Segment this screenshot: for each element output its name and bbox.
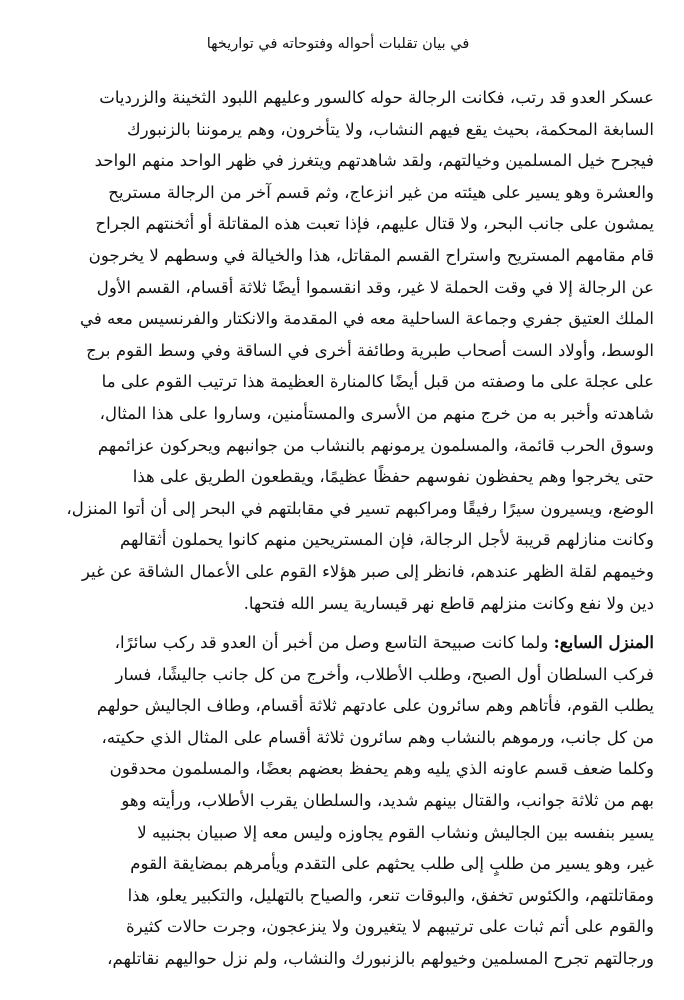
text-line-rest: ولما كانت صبيحة التاسع وصل من أخبر أن العدو قد ركب سائرًا، — [114, 633, 549, 653]
text-line: عن الرجالة إلا في وقت الحملة لا غير، وقد انقسموا أيضًا ثلاثة أقسام، القسم الأول — [96, 277, 654, 297]
text-line: الوضع، ويسيرون سيرًا رفيقًا ومراكبهم تسير في مقابلتهم في البحر إلى أن أتوا المنزل، — [66, 498, 654, 518]
text-line: على عجلة على ما وصفته من قبل أيضًا كالمنارة العظيمة هذا ترتيب القوم على ما — [101, 372, 654, 392]
text-line: شاهدته وأخبر به من خرج منهم من الأسرى والمستأمنين، وساروا على هذا المثال، — [99, 403, 654, 423]
text-line: السابغة المحكمة، بحيث يقع فيهم النشاب، ولا يتأخرون، وهم يرموننا بالزنبورك — [126, 119, 654, 139]
text-line — [22, 627, 654, 659]
text-line: من كل جانب، ورموهم بالنشاب وهم سائرون ثلاثة أقسام على المثال الذي حكيته، — [101, 727, 654, 747]
text-line: والعشرة وهو يسير على هيئته من غير انزعاج، وثم قسم آخر من الرجالة مستريح — [108, 182, 654, 202]
text-line: يسير بنفسه بين الجاليش ونشاب القوم يجاوزه وليس معه إلا صبيان بجنبيه لا — [137, 822, 654, 842]
text-line: حتى يخرجوا وهم يحفظون نفوسهم حفظًا عظيمًا، ويقطعون الطريق على هذا — [132, 467, 654, 487]
text-line: يطلب القوم، فأتاهم وهم سائرون على عادتهم ثلاثة أقسام، وطاف الجاليش حولهم — [96, 696, 654, 716]
text-line: دين ولا نفع وكانت منزلهم قاطع نهر قيسارية يسر الله فتحها. — [243, 593, 654, 613]
text-line: قام مقامهم المستريح واستراح القسم المقاتل، هذا والخيالة في وسطهم لا يخرجون — [88, 245, 654, 265]
text-line: فركب السلطان أول الصبح، وطلب الأطلاب، وأخرج من كل جانب جاليشًا، فسار — [115, 664, 654, 684]
paragraph-1 — [22, 82, 654, 619]
text-line: غير، وهو يسير من طلبٍ إلى طلب يحثهم على التقدم ويأمرهم بمضايقة القوم — [130, 854, 654, 874]
text-line: الملك العتيق جفري وجماعة الساحلية معه في المقدمة والانكتار والفرنسيس معه في — [80, 309, 654, 329]
section-title: المنزل السابع: — [553, 632, 654, 653]
text-line: ورجالتهم تجرح المسلمين وخيولهم بالزنبورك والنشاب، ولم نزل حواليهم نقاتلهم، — [107, 949, 654, 969]
text-line: وسوق الحرب قائمة، والمسلمون يرمونهم بالنشاب من جوانبهم ويحركون عزائمهم — [97, 435, 654, 455]
paragraph-2 — [22, 627, 654, 975]
text-line: ومقاتلتهم، والكئوس تخفق، والبوقات تنعر، والصياح بالتهليل، والتكبير يعلو، هذا — [127, 885, 654, 905]
running-header: في بيان تقلبات أحواله وفتوحاته في تواريخها — [206, 36, 470, 52]
paragraph-gap — [22, 619, 654, 627]
text-line: وكلما ضعف قسم عاونه الذي يليه وهم يحفظ بعضهم بعضًا، والمسلمون محدقون — [109, 759, 654, 779]
text-line: يمشون على جانب البحر، ولا قتال عليهم، فإذا تعبت هذه المقاتلة أو أثخنتهم الجراح — [95, 214, 654, 234]
text-line: فيجرح خيل المسلمين وخيالتهم، ولقد شاهدتهم ويتغرز في ظهر الواحد منهم الواحد — [94, 151, 654, 171]
text-line: وخيمهم لقلة الظهر عندهم، فانظر إلى صبر هؤلاء القوم على الأعمال الشاقة عن غير — [81, 561, 654, 581]
text-line: والقوم على أتم ثبات على ترتيبهم لا يتغيرون ولا ينزعجون، وجرت حالات كثيرة — [126, 917, 654, 937]
text-line: وكانت منازلهم قريبة لأجل الرجالة، فإن المستريحين منهم كانوا يحملون أثقالهم — [120, 530, 654, 550]
text-line: بهم من ثلاثة جوانب، والقتال بينهم شديد، والسلطان يقرب الأطلاب، ورأيته وهو — [121, 791, 654, 811]
text-line: الوسط، وأولاد الست أصحاب طبرية وطائفة أخرى في الساقة وفي وسط القوم برج — [86, 340, 654, 360]
text-line: عسكر العدو قد رتب، فكانت الرجالة حوله كالسور وعليهم اللبود الثخينة والزرديات — [99, 88, 654, 107]
